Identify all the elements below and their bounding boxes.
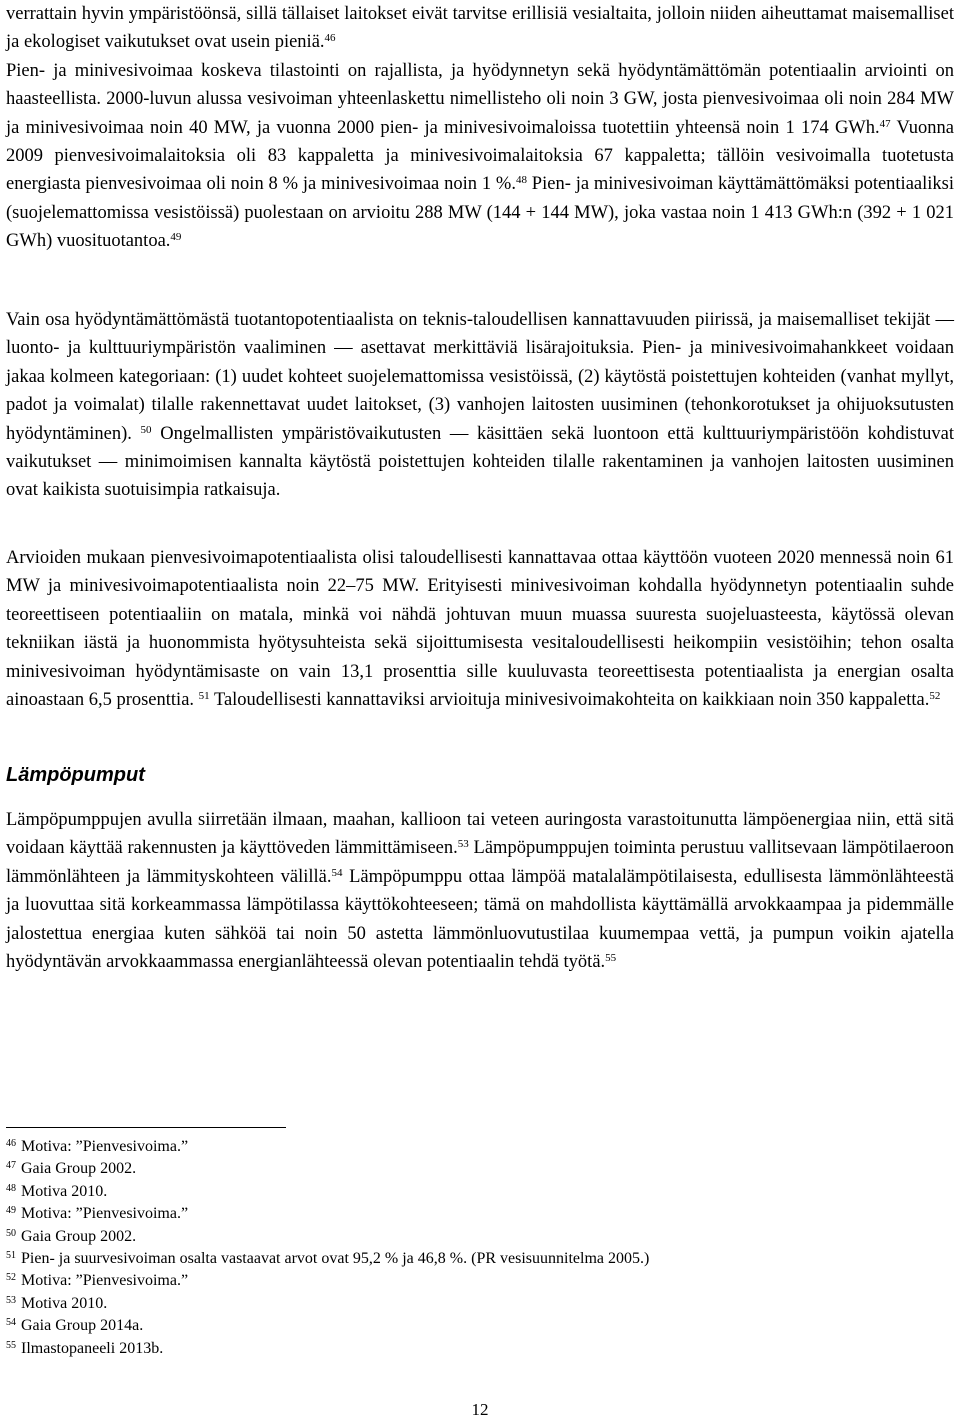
footnote — [6, 1226, 649, 1248]
section-heading-heat-pumps: Lämpöpumput — [6, 764, 145, 786]
footnote-number: 46 — [6, 1138, 16, 1149]
footnote-text: Gaia Group 2002. — [17, 1227, 137, 1245]
footnote-divider — [6, 1127, 286, 1128]
paragraph-text: Taloudellisesti kannattaviksi arvioituja minivesivoimakohteita on kaikkiaan noin 350 kappaletta. — [209, 690, 930, 711]
paragraph-text: Pien- ja minivesivoimaa koskeva tilastointi on rajallista, ja hyödynnetyn sekä hyödyntämättömän potentiaalin arviointi on haasteellista. 2000-luvun alussa vesivoiman yhteenlaskettu nimellisteho oli noin 3 GW, josta pienvesivoimaa oli noin 284 MW ja minivesivoimaa noin 40 MW, ja vuonna 2000 pien- ja minivesivoimaloissa tuotettiin yhteensä noin 1 174 GWh. — [6, 60, 954, 138]
footnote — [6, 1158, 649, 1180]
footnote-number: 55 — [6, 1339, 16, 1351]
footnote-reference: 51 — [198, 690, 210, 703]
paragraph-hydropower-statistics — [6, 0, 954, 256]
footnote-number: 53 — [6, 1294, 16, 1306]
footnote — [6, 1315, 649, 1337]
paragraph-text: Lämpöpumppu ottaa lämpöä matalalämpötilaisesta, edullisesta lämmönlähteestä ja luovuttaa sitä korkeammassa lämpötilassa käyttökohteeseen; tämä on mahdollista käyttämällä arvokkaampaa ja pidemmälle jalostettua energiaa kuten sähköä tai noin 50 astetta lämmönluovutustilaa kuumempaa vettä, ja pumpun voikin ajatella hyödyntävän arvokkaammassa energianlähteessä olevan potentiaalin tehdä työtä. — [6, 866, 954, 973]
footnote-reference: 49 — [170, 231, 182, 244]
paragraph-text: Pien- ja minivesivoiman käyttämättömäksi potentiaaliksi (suojelemattomissa vesistöissä) puolestaan on arvioitu 288 MW (144 + 144 MW), joka vastaa noin 1 413 GWh:n (392 + 1 021 GWh) vuosituotantoa. — [6, 174, 954, 252]
footnote-list — [6, 1136, 649, 1360]
paragraph-text: Lämpöpumppujen toiminta perustuu vallitsevaan lämpötilaeroon lämmönlähteen ja lämmityskohteen välillä. — [6, 838, 954, 887]
paragraph-text: Vuonna 2009 pienvesivoimalaitoksia oli 83 kappaletta ja minivesivoimalaitoksia 67 kappaletta; tällöin vesivoimalla tuotetusta energiasta pienvesivoimaa oli noin 8 % ja minivesivoimaa noin 1 %. — [6, 117, 954, 195]
paragraph-text: Vain osa hyödyntämättömästä tuotantopotentiaalista on teknis-taloudellisen kannattavuuden piirissä, ja maisemalliset tekijät ― luonto- ja kulttuuriympäristön vaaliminen ― asettavat merkittäviä lisärajoituksia. Pien- ja minivesivoimahankkeet voidaan jakaa kolmeen kategoriaan: (1) uudet kohteet suojelemattomissa vesistöissä, (2) käytöstä poistettujen kohteiden (vanhat myllyt, padot ja voimalat) tilalle rakennettavat uudet laitokset, (3) vanhojen laitosten uusiminen (tehonkorotukset ja ohijuoksutusten hyödyntäminen). — [6, 310, 954, 444]
footnote-text: Motiva 2010. — [17, 1182, 108, 1200]
footnote-text: Motiva: ”Pienvesivoima.” — [17, 1205, 189, 1223]
footnote-reference: 53 — [457, 838, 469, 851]
footnote-reference: 48 — [515, 174, 527, 187]
footnote — [6, 1181, 649, 1203]
footnote — [6, 1203, 649, 1225]
footnote — [6, 1270, 649, 1292]
paragraph-text: Lämpöpumppujen avulla siirretään ilmaan, maahan, kallioon tai veteen auringosta varastoitunutta lämpöenergiaa niin, että sitä voidaan käyttää rakennusten ja käyttöveden lämmittämiseen. — [6, 810, 954, 859]
footnote-reference: 55 — [605, 952, 617, 965]
footnote — [6, 1248, 649, 1270]
footnote-number: 48 — [6, 1182, 16, 1194]
footnote — [6, 1293, 649, 1315]
footnote-number: 47 — [6, 1160, 16, 1172]
paragraph-heat-pumps — [6, 806, 954, 976]
footnote-number: 54 — [6, 1317, 16, 1329]
footnote-text: Pien- ja suurvesivoiman osalta vastaavat arvot ovat 95,2 % ja 46,8 %. (PR vesisuunnitelma 2005.) — [17, 1250, 650, 1268]
footnote-number: 52 — [6, 1272, 16, 1284]
paragraph-text: Ongelmallisten ympäristövaikutusten ― käsittäen sekä luontoon että kulttuuriympäristöön kohdistuvat vaikutukset ― minimoimisen kannalta käytöstä poistettujen kohteiden tilalle rakentaminen ja vanhojen laitosten uusiminen ovat kaikista suotuisimpia ratkaisuja. — [6, 423, 954, 501]
paragraph-economic-potential — [6, 544, 954, 714]
paragraph-text: Arvioiden mukaan pienvesivoimapotentiaalista olisi taloudellisesti kannattavaa ottaa käyttöön vuoteen 2020 mennessä noin 61 MW ja minivesivoimapotentiaalista noin 22–75 MW. Erityisesti minivesivoiman kohdalla hyödynnetyn potentiaalin suhde teoreettiseen potentiaaliin on matala, minkä voi nähdä johtuvan muun muassa suuresta suojeluasteesta, käytössä olevan tekniikan iästä ja huonommista hyötysuhteista sekä sijoittumisesta vesitaloudellisesti heikompiin vesistöihin; tehon osalta minivesivoiman hyödyntämisaste on vain 13,1 prosenttia sille kuuluvasta teoreettisesta potentiaalista ja energian osalta ainoastaan 6,5 prosenttia. — [6, 548, 954, 711]
footnote-text: Gaia Group 2014a. — [17, 1317, 144, 1335]
page-number: 12 — [471, 1400, 489, 1419]
footnote-reference: 50 — [140, 423, 152, 436]
footnote-number: 49 — [6, 1205, 16, 1217]
footnote-number: 50 — [6, 1227, 16, 1239]
footnote-number: 51 — [6, 1250, 16, 1262]
footnote — [6, 1136, 649, 1158]
footnote-reference: 54 — [331, 866, 343, 879]
footnote-text: Motiva: ”Pienvesivoima.” — [17, 1138, 189, 1155]
footnote-text: Gaia Group 2002. — [17, 1160, 137, 1178]
footnote-reference: 52 — [929, 690, 941, 703]
footnote-text: Ilmastopaneeli 2013b. — [17, 1339, 164, 1357]
footnote-reference: 47 — [879, 117, 891, 130]
footnote-reference: 46 — [324, 32, 336, 45]
footnote — [6, 1338, 649, 1360]
paragraph-text: verrattain hyvin ympäristöönsä, sillä tällaiset laitokset eivät tarvitse erillisiä vesialtaita, jolloin niiden aiheuttamat maisemalliset ja ekologiset vaikutukset ovat usein pieniä. — [6, 4, 954, 53]
paragraph-project-categories — [6, 306, 954, 505]
footnote-text: Motiva: ”Pienvesivoima.” — [17, 1272, 189, 1290]
footnote-text: Motiva 2010. — [17, 1294, 108, 1312]
